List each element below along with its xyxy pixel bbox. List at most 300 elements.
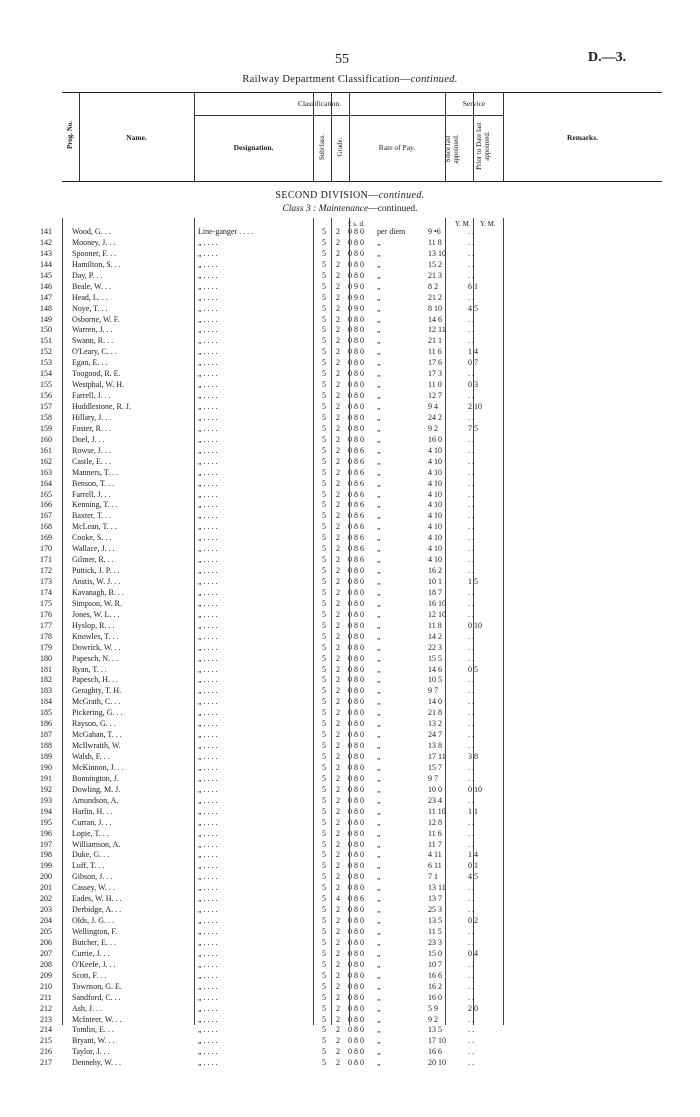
designation: „ . . . .	[198, 752, 218, 761]
grade: 2	[336, 281, 340, 291]
service-since-last: 18 7	[428, 587, 442, 597]
employee-name: Hillary, J. . .	[72, 412, 112, 422]
employee-name: O'Keefe, J. . .	[72, 959, 116, 969]
grade: 2	[336, 303, 340, 313]
pay-period: „	[377, 1025, 381, 1035]
table-row	[40, 643, 640, 654]
grade: 2	[336, 675, 340, 685]
service-prior: . .	[468, 937, 474, 947]
pay-period: „	[377, 292, 381, 302]
rate-of-pay: 0 8 0	[348, 423, 364, 433]
grade: 2	[336, 773, 340, 783]
subclass: 5	[322, 533, 326, 543]
rate-of-pay: 0 8 0	[348, 675, 364, 685]
prog-no: 178	[40, 631, 52, 641]
designation: „ . . . .	[198, 664, 218, 674]
employee-name: Hyslop, R. . .	[72, 620, 115, 630]
prog-no: 203	[40, 905, 52, 915]
employee-name: Eades, W. H. . .	[72, 894, 122, 904]
service-since-last: 9 4	[428, 402, 438, 411]
prog-no: 182	[40, 675, 52, 685]
service-since-last: 4 11	[428, 850, 442, 860]
pay-period: „	[377, 544, 381, 554]
service-since-last: 11 10	[428, 806, 446, 816]
subclass: 5	[322, 1047, 326, 1057]
pay-period: „	[377, 817, 381, 827]
employee-name: Lopie, T. . .	[72, 828, 109, 838]
designation: „ . . . .	[198, 784, 218, 794]
employee-name: Foster, R. . .	[72, 423, 112, 433]
prog-no: 160	[40, 434, 52, 444]
table-row	[40, 675, 640, 686]
employee-name: Spooner, F. . .	[72, 248, 117, 258]
subclass: 5	[322, 784, 326, 794]
service-since-last: 16 2	[428, 981, 442, 991]
designation: „ . . . .	[198, 369, 218, 379]
prog-no: 175	[40, 598, 52, 608]
pay-period: „	[377, 314, 381, 324]
service-since-last: 6 11	[428, 861, 442, 871]
subclass: 5	[322, 708, 326, 718]
table-row	[40, 566, 640, 577]
service-since-last: 16 10	[428, 598, 446, 608]
employee-name: Farrell, J. . .	[72, 489, 111, 499]
designation: „ . . . .	[198, 861, 218, 871]
rate-of-pay: 0 8 0	[348, 325, 364, 335]
designation: „ . . . .	[198, 992, 218, 1002]
subclass: 5	[322, 380, 326, 390]
grade: 2	[336, 806, 340, 816]
grade: 2	[336, 380, 340, 390]
service-since-last: 9 •6	[428, 227, 441, 236]
pay-period: „	[377, 478, 381, 488]
service-prior: . .	[468, 828, 474, 838]
subclass: 5	[322, 456, 326, 466]
rate-of-pay: 0 8 0	[348, 1058, 364, 1068]
table-row	[40, 325, 640, 336]
subclass: 5	[322, 1036, 326, 1046]
table-row	[40, 227, 640, 238]
table-row	[40, 490, 640, 501]
service-prior: 0 5	[468, 664, 478, 674]
subclass: 5	[322, 981, 326, 991]
grade: 4	[336, 894, 340, 904]
grade: 2	[336, 916, 340, 926]
subclass: 5	[322, 358, 326, 368]
employee-name: McIlwraith, W.	[72, 741, 121, 751]
table-row	[40, 829, 640, 840]
prog-no: 198	[40, 850, 52, 860]
grade: 2	[336, 445, 340, 455]
pay-period: „	[377, 675, 381, 685]
header-grade: Grade.	[336, 137, 344, 157]
grade: 2	[336, 927, 340, 936]
rate-of-pay: 0 8 0	[348, 861, 364, 871]
grade: 2	[336, 522, 340, 532]
pay-period: „	[377, 1036, 381, 1046]
service-prior: . .	[468, 675, 474, 685]
rate-of-pay: 0 8 0	[348, 434, 364, 444]
grade: 2	[336, 358, 340, 368]
employee-name: Bryant, W. . .	[72, 1036, 115, 1046]
rate-of-pay: 0 8 6	[348, 489, 364, 499]
designation: „ . . . .	[198, 445, 218, 455]
pay-period: „	[377, 719, 381, 729]
rate-of-pay: 0 8 6	[348, 533, 364, 543]
grade: 2	[336, 784, 340, 794]
employee-name: Jones, W. L. . .	[72, 609, 120, 619]
employee-name: Derbidge, A. . .	[72, 905, 122, 915]
subclass: 5	[322, 259, 326, 269]
subclass: 5	[322, 730, 326, 740]
subclass: 5	[322, 1014, 326, 1024]
employee-name: Gilmer, R. . .	[72, 555, 114, 565]
pay-period: „	[377, 511, 381, 521]
subclass: 5	[322, 237, 326, 247]
prog-no: 199	[40, 861, 52, 871]
prog-no: 190	[40, 762, 52, 772]
prog-no: 159	[40, 423, 52, 433]
rate-of-pay: 0 8 0	[348, 872, 364, 882]
table-row	[40, 949, 640, 960]
prog-no: 163	[40, 467, 52, 477]
service-prior: . .	[468, 391, 474, 401]
subclass: 5	[322, 872, 326, 882]
employee-name: Walsh, F. . .	[72, 752, 110, 761]
table-row	[40, 479, 640, 490]
subclass: 5	[322, 620, 326, 630]
service-prior: 0 10	[468, 784, 482, 794]
employee-name: Dowrick, W. . .	[72, 642, 121, 652]
subclass: 5	[322, 861, 326, 871]
pay-period: „	[377, 828, 381, 838]
grade: 2	[336, 883, 340, 893]
service-prior: . .	[468, 237, 474, 247]
employee-name: Rayson, G. . .	[72, 719, 116, 729]
service-prior: . .	[468, 762, 474, 772]
rate-of-pay: 0 8 0	[348, 314, 364, 324]
pay-period: „	[377, 741, 381, 751]
prog-no: 208	[40, 959, 52, 969]
grade: 2	[336, 609, 340, 619]
designation: „ . . . .	[198, 259, 218, 269]
service-since-last: 10 1	[428, 577, 442, 586]
service-since-last: 17 11	[428, 752, 446, 761]
employee-name: Townson, G. E.	[72, 981, 122, 991]
service-prior: . .	[468, 445, 474, 455]
grade: 2	[336, 992, 340, 1002]
service-prior: . .	[468, 533, 474, 543]
prog-no: 148	[40, 303, 52, 313]
subclass: 5	[322, 959, 326, 969]
grade: 2	[336, 752, 340, 761]
subclass: 5	[322, 609, 326, 619]
pay-period: „	[377, 445, 381, 455]
grade: 2	[336, 642, 340, 652]
grade: 2	[336, 566, 340, 576]
subclass: 5	[322, 653, 326, 663]
table-row	[40, 238, 640, 249]
designation: „ . . . .	[198, 325, 218, 335]
pay-period: „	[377, 434, 381, 444]
designation: „ . . . .	[198, 533, 218, 543]
designation: „ . . . .	[198, 423, 218, 433]
employee-name: Kenning, T. . .	[72, 500, 118, 510]
rate-of-pay: 0 8 0	[348, 598, 364, 608]
grade: 2	[336, 959, 340, 969]
grade: 2	[336, 347, 340, 357]
pay-period: „	[377, 708, 381, 718]
service-since-last: 12 8	[428, 817, 442, 827]
employee-name: Egan, E. . .	[72, 358, 108, 368]
grade: 2	[336, 467, 340, 477]
table-row	[40, 632, 640, 643]
rate-of-pay: 0 8 0	[348, 358, 364, 368]
service-prior: 1 4	[468, 850, 478, 860]
pay-period: „	[377, 281, 381, 291]
pay-period: „	[377, 566, 381, 576]
designation: „ . . . .	[198, 642, 218, 652]
table-row	[40, 555, 640, 566]
employee-name: Head, L. . .	[72, 292, 108, 302]
service-since-last: 21 2	[428, 292, 442, 302]
employee-name: Papesch, H. . .	[72, 675, 118, 685]
rate-of-pay: 0 8 0	[348, 391, 364, 401]
subclass: 5	[322, 741, 326, 751]
grade: 2	[336, 872, 340, 882]
prog-no: 146	[40, 281, 52, 291]
employee-name: Noye, T. . .	[72, 303, 108, 313]
service-since-last: 16 0	[428, 992, 442, 1002]
service-prior: . .	[468, 959, 474, 969]
subclass: 5	[322, 664, 326, 674]
service-since-last: 13 5	[428, 1025, 442, 1035]
rate-of-pay: 0 8 0	[348, 336, 364, 346]
service-since-last: 9 7	[428, 686, 438, 696]
prog-no: 184	[40, 697, 52, 707]
designation: „ . . . .	[198, 686, 218, 696]
rate-of-pay: 0 8 0	[348, 587, 364, 597]
pay-period: „	[377, 981, 381, 991]
rate-of-pay: 0 8 6	[348, 478, 364, 488]
rate-of-pay: 0 8 0	[348, 992, 364, 1002]
employee-name: Castle, E. . .	[72, 456, 111, 466]
service-since-last: 4 10	[428, 467, 442, 477]
grade: 2	[336, 948, 340, 958]
rate-of-pay: 0 8 0	[348, 806, 364, 816]
grade: 2	[336, 741, 340, 751]
employee-name: Williamson, A.	[72, 839, 121, 849]
rate-of-pay: 0 8 0	[348, 916, 364, 926]
rate-of-pay: 0 8 6	[348, 456, 364, 466]
prog-no: 151	[40, 336, 52, 346]
grade: 2	[336, 587, 340, 597]
subclass: 5	[322, 631, 326, 641]
service-prior: . .	[468, 1047, 474, 1057]
service-prior: . .	[468, 883, 474, 893]
subclass: 5	[322, 566, 326, 576]
table-row	[40, 796, 640, 807]
employee-name: Butcher, E. . .	[72, 937, 116, 947]
designation: „ . . . .	[198, 248, 218, 258]
employee-name: Currie, J. . .	[72, 948, 110, 958]
employee-name: McLean, T. . .	[72, 522, 117, 532]
rate-of-pay: 0 8 0	[348, 577, 364, 586]
employee-name: Ash, J. . .	[72, 1003, 103, 1013]
employee-name: Beale, W. . .	[72, 281, 111, 291]
employee-name: Pickering, G. . .	[72, 708, 123, 718]
employee-name: Tomlin, E. . .	[72, 1025, 114, 1035]
subclass: 5	[322, 642, 326, 652]
service-since-last: 12 7	[428, 391, 442, 401]
employee-name: Swann, R. . .	[72, 336, 114, 346]
since-units: Y. M.	[455, 220, 471, 228]
prog-no: 216	[40, 1047, 52, 1057]
service-since-last: 24 7	[428, 730, 442, 740]
service-since-last: 4 10	[428, 544, 442, 554]
rate-of-pay: 0 8 0	[348, 227, 364, 236]
pay-period: „	[377, 992, 381, 1002]
pay-period: „	[377, 861, 381, 871]
prog-no: 201	[40, 883, 52, 893]
employee-name: Geraghty, T. H.	[72, 686, 122, 696]
subclass: 5	[322, 675, 326, 685]
prog-no: 188	[40, 741, 52, 751]
designation: „ . . . .	[198, 620, 218, 630]
rate-of-pay: 0 8 0	[348, 369, 364, 379]
grade: 2	[336, 850, 340, 860]
grade: 2	[336, 533, 340, 543]
employee-name: Puttick, J. P. . .	[72, 566, 120, 576]
service-prior: 4 5	[468, 303, 478, 313]
service-since-last: 4 10	[428, 522, 442, 532]
designation: „ . . . .	[198, 303, 218, 313]
subclass: 5	[322, 927, 326, 936]
service-prior: . .	[468, 598, 474, 608]
table-row	[40, 369, 640, 380]
table-row	[40, 818, 640, 829]
designation: „ . . . .	[198, 402, 218, 411]
prog-no: 142	[40, 237, 52, 247]
grade: 2	[336, 828, 340, 838]
service-prior: . .	[468, 708, 474, 718]
rate-of-pay: 0 8 0	[348, 248, 364, 258]
employee-name: Hamilton, S. . .	[72, 259, 121, 269]
service-since-last: 14 0	[428, 697, 442, 707]
table-row	[40, 1036, 640, 1047]
service-prior: . .	[468, 1036, 474, 1046]
prog-no: 195	[40, 817, 52, 827]
pay-period: „	[377, 248, 381, 258]
pay-period: „	[377, 697, 381, 707]
service-since-last: 11 8	[428, 237, 442, 247]
service-prior: . .	[468, 500, 474, 510]
service-prior: 3 8	[468, 752, 478, 761]
grade: 2	[336, 391, 340, 401]
table-row	[40, 708, 640, 719]
service-since-last: 4 10	[428, 555, 442, 565]
prog-no: 156	[40, 391, 52, 401]
prog-no: 171	[40, 555, 52, 565]
prior-units: Y. M.	[480, 220, 496, 228]
designation: „ . . . .	[198, 762, 218, 772]
service-prior: . .	[468, 894, 474, 904]
service-since-last: 5 9	[428, 1003, 438, 1013]
pay-period: „	[377, 237, 381, 247]
grade: 2	[336, 456, 340, 466]
service-prior: 0 7	[468, 358, 478, 368]
rate-of-pay: 0 9 0	[348, 303, 364, 313]
designation: „ . . . .	[198, 653, 218, 663]
designation: „ . . . .	[198, 883, 218, 893]
prog-no: 155	[40, 380, 52, 390]
subclass: 5	[322, 587, 326, 597]
pay-period: „	[377, 358, 381, 368]
service-prior: 0 1	[468, 861, 478, 871]
table-row	[40, 260, 640, 271]
prog-no: 192	[40, 784, 52, 794]
pay-period: „	[377, 325, 381, 335]
designation: „ . . . .	[198, 555, 218, 565]
service-prior: 0 3	[468, 380, 478, 390]
service-prior: . .	[468, 456, 474, 466]
service-prior: . .	[468, 369, 474, 379]
service-since-last: 8 2	[428, 281, 438, 291]
table-row	[40, 336, 640, 347]
prog-no: 213	[40, 1014, 52, 1024]
service-prior: . .	[468, 489, 474, 499]
class-heading	[0, 204, 700, 214]
service-since-last: 21 3	[428, 270, 442, 280]
table-row	[40, 577, 640, 588]
service-prior: . .	[468, 412, 474, 422]
pay-period: „	[377, 806, 381, 816]
pay-period: „	[377, 883, 381, 893]
employee-name: Harlin, H. . .	[72, 806, 113, 816]
employee-name: Kavanagh, B. . .	[72, 587, 124, 597]
header-subclass: Subclass.	[318, 133, 326, 161]
rate-of-pay: 0 8 6	[348, 544, 364, 554]
designation: „ . . . .	[198, 281, 218, 291]
table-row	[40, 358, 640, 369]
service-since-last: 16 2	[428, 566, 442, 576]
service-since-last: 4 10	[428, 456, 442, 466]
prog-no: 186	[40, 719, 52, 729]
table-row	[40, 1004, 640, 1015]
service-since-last: 21 1	[428, 336, 442, 346]
table-row	[40, 927, 640, 938]
table-row	[40, 391, 640, 402]
table-row	[40, 654, 640, 665]
subclass: 5	[322, 916, 326, 926]
table-row	[40, 271, 640, 282]
employee-name: Curran, J. . .	[72, 817, 112, 827]
designation: „ . . . .	[198, 872, 218, 882]
service-since-last: 25 3	[428, 905, 442, 915]
employee-name: Ryan, T. . .	[72, 664, 107, 674]
designation: „ . . . .	[198, 773, 218, 783]
service-prior: . .	[468, 336, 474, 346]
pay-period: „	[377, 916, 381, 926]
table-header	[62, 92, 662, 182]
table-row	[40, 500, 640, 511]
designation: „ . . . .	[198, 456, 218, 466]
table-row	[40, 938, 640, 949]
pay-period: „	[377, 1058, 381, 1068]
pay-period: „	[377, 303, 381, 313]
table-row	[40, 522, 640, 533]
prog-no: 153	[40, 358, 52, 368]
